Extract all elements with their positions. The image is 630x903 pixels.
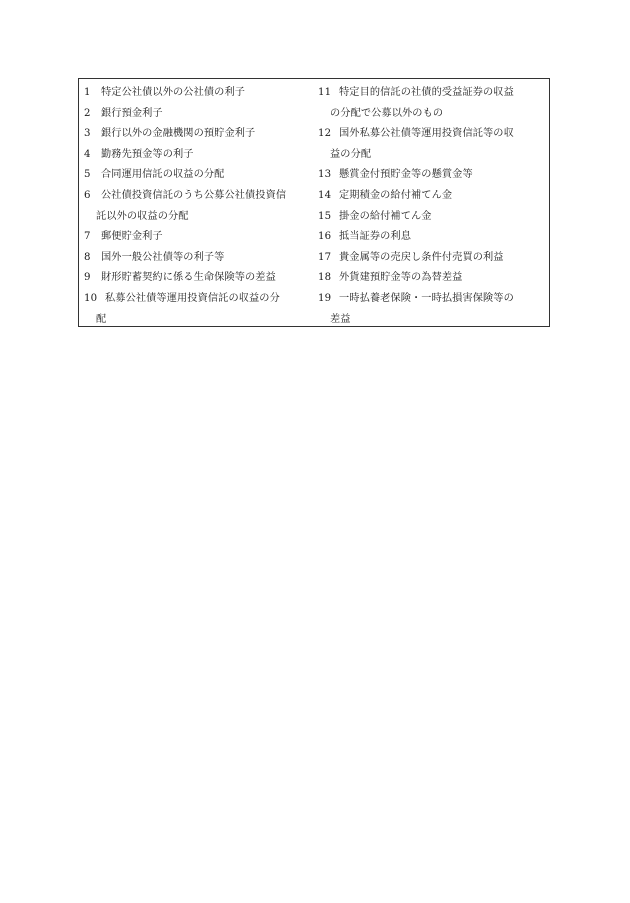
list-item — [318, 207, 544, 228]
list-item — [318, 268, 544, 289]
item-number: 13 — [318, 169, 332, 181]
item-number: 2 — [84, 107, 91, 119]
list-item — [318, 248, 544, 269]
list-item — [84, 248, 312, 269]
list-item — [84, 227, 312, 248]
list-item — [318, 83, 544, 124]
item-text: 国外一般公社債等の利子等 — [101, 251, 225, 263]
left-column — [84, 83, 312, 326]
item-text: 銀行以外の金融機関の預貯金利子 — [101, 128, 256, 140]
list-item — [84, 124, 312, 145]
item-text: 財形貯蓄契約に係る生命保険等の差益 — [101, 272, 276, 284]
item-text: 掛金の給付補てん金 — [339, 210, 432, 222]
item-text-line2: 差益 — [330, 313, 351, 325]
item-text-line2: の分配で公募以外のもの — [330, 107, 444, 119]
item-text-line1: 私募公社債等運用投資信託の収益の分 — [105, 292, 280, 304]
item-text: 貴金属等の売戻し条件付売買の利益 — [339, 251, 504, 263]
item-text-line1: 一時払養老保険・一時払損害保険等の — [339, 292, 514, 304]
item-text: 合同運用信託の収益の分配 — [101, 169, 225, 181]
list-item — [318, 227, 544, 248]
item-number: 15 — [318, 210, 332, 222]
item-number: 5 — [84, 169, 91, 181]
item-text: 特定公社債以外の公社債の利子 — [101, 87, 246, 98]
item-number: 16 — [318, 231, 332, 243]
item-text: 抵当証券の利息 — [339, 231, 412, 243]
item-text-line1: 特定目的信託の社債的受益証券の収益 — [339, 87, 514, 98]
item-text: 銀行預金利子 — [101, 107, 163, 119]
item-number: 4 — [84, 148, 91, 160]
item-number: 14 — [318, 189, 332, 201]
list-item — [84, 83, 312, 104]
list-item — [84, 268, 312, 289]
list-item — [318, 289, 544, 330]
item-text-line1: 国外私募公社債等運用投資信託等の収 — [339, 128, 514, 140]
item-text: 定期積金の給付補てん金 — [339, 189, 453, 201]
item-number: 12 — [318, 128, 332, 140]
list-item — [318, 186, 544, 207]
item-text: 外貨建預貯金等の為替差益 — [339, 272, 463, 284]
item-number: 8 — [84, 251, 91, 263]
item-number: 18 — [318, 272, 332, 284]
item-text: 懸賞金付預貯金等の懸賞金等 — [339, 169, 473, 181]
list-item — [84, 104, 312, 125]
item-text-line2: 益の分配 — [330, 148, 372, 160]
item-text: 郵便貯金利子 — [101, 231, 163, 243]
item-number: 6 — [84, 189, 91, 201]
income-items-table — [78, 78, 550, 327]
item-number: 11 — [318, 87, 332, 98]
list-item — [84, 186, 312, 227]
item-number: 3 — [84, 128, 91, 140]
item-number: 1 — [84, 87, 91, 98]
item-text-line1: 公社債投資信託のうち公募公社債投資信 — [101, 189, 287, 201]
list-item — [318, 165, 544, 186]
item-number: 19 — [318, 292, 332, 304]
item-number: 10 — [84, 292, 98, 304]
list-item — [84, 165, 312, 186]
right-column — [318, 83, 544, 326]
item-text-line2: 配 — [96, 313, 107, 325]
item-number: 17 — [318, 251, 332, 263]
item-text-line2: 託以外の収益の分配 — [96, 210, 189, 222]
item-text: 勤務先預金等の利子 — [101, 148, 194, 160]
item-number: 9 — [84, 272, 91, 284]
list-item — [84, 145, 312, 166]
list-item — [84, 289, 312, 330]
list-item — [318, 124, 544, 165]
item-number: 7 — [84, 231, 91, 243]
